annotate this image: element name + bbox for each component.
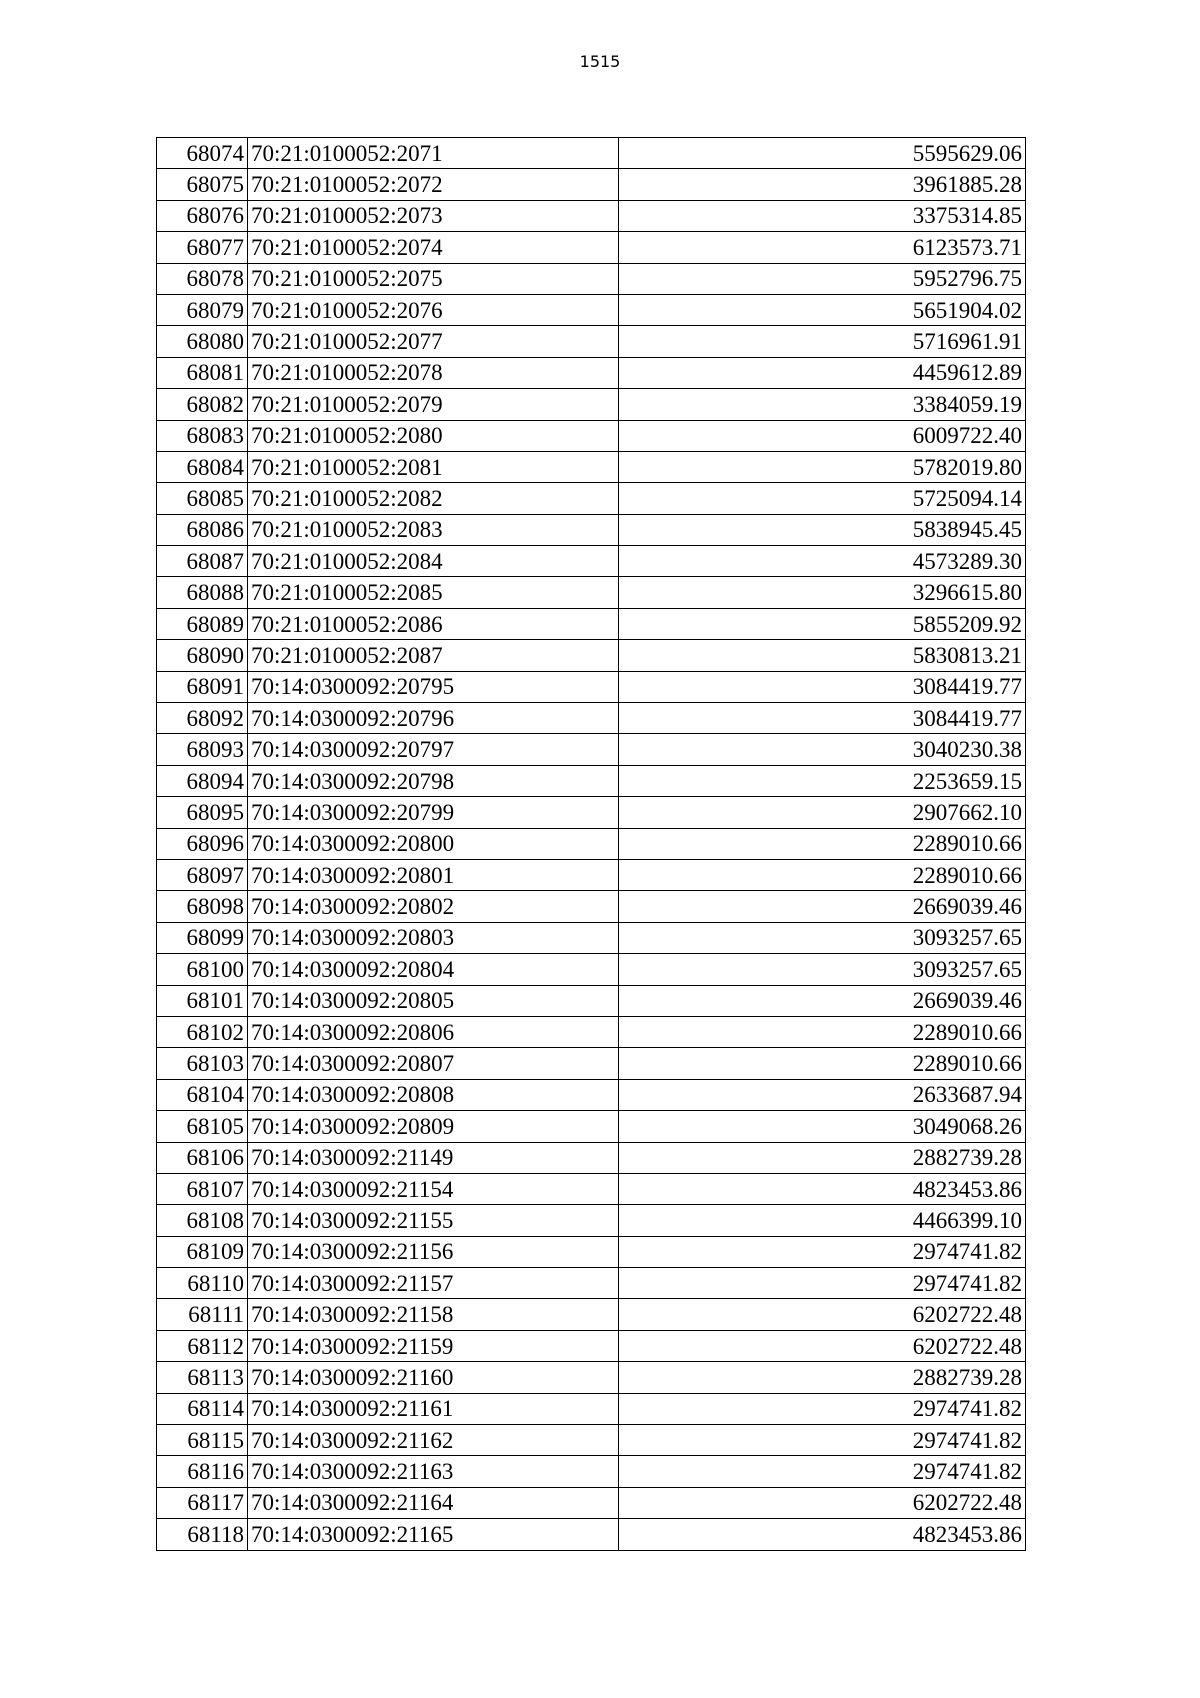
cadastral-value-cell: 2253659.15 (619, 765, 1026, 796)
table-row (157, 1205, 1026, 1236)
cadastral-number-cell: 70:14:0300092:21165 (248, 1519, 619, 1550)
table-row (157, 200, 1026, 231)
row-number-cell: 68076 (157, 200, 248, 231)
cadastral-number-cell: 70:21:0100052:2087 (248, 640, 619, 671)
table-row (157, 859, 1026, 890)
row-number-cell: 68096 (157, 828, 248, 859)
table-row (157, 389, 1026, 420)
row-number-cell: 68079 (157, 294, 248, 325)
row-number-cell: 68109 (157, 1236, 248, 1267)
cadastral-value-cell: 6202722.48 (619, 1487, 1026, 1518)
cadastral-value-cell: 5838945.45 (619, 514, 1026, 545)
cadastral-value-cell: 5651904.02 (619, 294, 1026, 325)
table-row (157, 1268, 1026, 1299)
cadastral-number-cell: 70:21:0100052:2071 (248, 138, 619, 169)
table-row (157, 1519, 1026, 1550)
table-row (157, 1362, 1026, 1393)
cadastral-value-cell: 2289010.66 (619, 1048, 1026, 1079)
row-number-cell: 68087 (157, 546, 248, 577)
cadastral-number-cell: 70:21:0100052:2078 (248, 357, 619, 388)
cadastral-number-cell: 70:14:0300092:21163 (248, 1456, 619, 1487)
cadastral-number-cell: 70:14:0300092:20801 (248, 859, 619, 890)
cadastral-number-cell: 70:14:0300092:20809 (248, 1111, 619, 1142)
cadastral-number-cell: 70:21:0100052:2084 (248, 546, 619, 577)
row-number-cell: 68103 (157, 1048, 248, 1079)
cadastral-number-cell: 70:14:0300092:21156 (248, 1236, 619, 1267)
cadastral-number-cell: 70:21:0100052:2081 (248, 451, 619, 482)
table-row (157, 138, 1026, 169)
row-number-cell: 68089 (157, 608, 248, 639)
cadastral-value-cell: 4466399.10 (619, 1205, 1026, 1236)
cadastral-number-cell: 70:14:0300092:20796 (248, 703, 619, 734)
cadastral-value-cell: 2289010.66 (619, 1016, 1026, 1047)
table-row (157, 1236, 1026, 1267)
cadastral-value-cell: 6009722.40 (619, 420, 1026, 451)
table-row (157, 483, 1026, 514)
cadastral-number-cell: 70:21:0100052:2074 (248, 232, 619, 263)
table-row (157, 357, 1026, 388)
cadastral-value-cell: 2289010.66 (619, 859, 1026, 890)
cadastral-number-cell: 70:14:0300092:21162 (248, 1425, 619, 1456)
table-row (157, 294, 1026, 325)
row-number-cell: 68107 (157, 1173, 248, 1204)
cadastral-number-cell: 70:21:0100052:2085 (248, 577, 619, 608)
row-number-cell: 68106 (157, 1142, 248, 1173)
cadastral-number-cell: 70:21:0100052:2073 (248, 200, 619, 231)
page-number: 1515 (579, 52, 621, 71)
row-number-cell: 68118 (157, 1519, 248, 1550)
cadastral-value-cell: 3384059.19 (619, 389, 1026, 420)
cadastral-number-cell: 70:14:0300092:21149 (248, 1142, 619, 1173)
row-number-cell: 68115 (157, 1425, 248, 1456)
cadastral-value-cell: 2907662.10 (619, 797, 1026, 828)
row-number-cell: 68086 (157, 514, 248, 545)
table-row (157, 1393, 1026, 1424)
table-row (157, 703, 1026, 734)
cadastral-number-cell: 70:21:0100052:2075 (248, 263, 619, 294)
cadastral-number-cell: 70:14:0300092:21158 (248, 1299, 619, 1330)
cadastral-number-cell: 70:14:0300092:21161 (248, 1393, 619, 1424)
table-row (157, 1487, 1026, 1518)
table-row (157, 546, 1026, 577)
row-number-cell: 68108 (157, 1205, 248, 1236)
row-number-cell: 68116 (157, 1456, 248, 1487)
cadastral-value-cell: 3049068.26 (619, 1111, 1026, 1142)
cadastral-number-cell: 70:21:0100052:2079 (248, 389, 619, 420)
cadastral-value-cell: 4459612.89 (619, 357, 1026, 388)
cadastral-number-cell: 70:21:0100052:2083 (248, 514, 619, 545)
row-number-cell: 68100 (157, 954, 248, 985)
cadastral-value-cell: 4823453.86 (619, 1519, 1026, 1550)
table-row (157, 1330, 1026, 1361)
cadastral-value-cell: 2974741.82 (619, 1236, 1026, 1267)
table-row (157, 577, 1026, 608)
cadastral-value-cell: 3375314.85 (619, 200, 1026, 231)
cadastral-number-cell: 70:14:0300092:20798 (248, 765, 619, 796)
table-row (157, 985, 1026, 1016)
cadastral-number-cell: 70:14:0300092:21155 (248, 1205, 619, 1236)
cadastral-number-cell: 70:14:0300092:20808 (248, 1079, 619, 1110)
row-number-cell: 68093 (157, 734, 248, 765)
table-row (157, 1079, 1026, 1110)
cadastral-value-cell: 6123573.71 (619, 232, 1026, 263)
cadastral-number-cell: 70:21:0100052:2086 (248, 608, 619, 639)
row-number-cell: 68111 (157, 1299, 248, 1330)
row-number-cell: 68094 (157, 765, 248, 796)
cadastral-number-cell: 70:14:0300092:21160 (248, 1362, 619, 1393)
cadastral-value-cell: 5725094.14 (619, 483, 1026, 514)
table-row (157, 1456, 1026, 1487)
cadastral-value-cell: 2974741.82 (619, 1456, 1026, 1487)
cadastral-value-cell: 3084419.77 (619, 671, 1026, 702)
row-number-cell: 68112 (157, 1330, 248, 1361)
row-number-cell: 68099 (157, 922, 248, 953)
cadastral-value-cell: 3093257.65 (619, 954, 1026, 985)
table-row (157, 514, 1026, 545)
row-number-cell: 68110 (157, 1268, 248, 1299)
table-row (157, 765, 1026, 796)
cadastral-number-cell: 70:14:0300092:20805 (248, 985, 619, 1016)
cadastral-value-cell: 3093257.65 (619, 922, 1026, 953)
table-row (157, 1299, 1026, 1330)
row-number-cell: 68091 (157, 671, 248, 702)
row-number-cell: 68097 (157, 859, 248, 890)
row-number-cell: 68095 (157, 797, 248, 828)
cadastral-number-cell: 70:14:0300092:20806 (248, 1016, 619, 1047)
cadastral-number-cell: 70:14:0300092:21154 (248, 1173, 619, 1204)
cadastral-value-cell: 6202722.48 (619, 1330, 1026, 1361)
table-row (157, 922, 1026, 953)
cadastral-number-cell: 70:14:0300092:20802 (248, 891, 619, 922)
cadastral-value-cell: 5595629.06 (619, 138, 1026, 169)
cadastral-value-cell: 5782019.80 (619, 451, 1026, 482)
table-row (157, 671, 1026, 702)
cadastral-number-cell: 70:21:0100052:2082 (248, 483, 619, 514)
row-number-cell: 68113 (157, 1362, 248, 1393)
table-row (157, 451, 1026, 482)
cadastral-number-cell: 70:21:0100052:2072 (248, 169, 619, 200)
table-row (157, 232, 1026, 263)
row-number-cell: 68114 (157, 1393, 248, 1424)
row-number-cell: 68077 (157, 232, 248, 263)
row-number-cell: 68117 (157, 1487, 248, 1518)
cadastral-value-cell: 4823453.86 (619, 1173, 1026, 1204)
cadastral-value-cell: 2974741.82 (619, 1425, 1026, 1456)
table-row (157, 1173, 1026, 1204)
row-number-cell: 68088 (157, 577, 248, 608)
table-row (157, 1425, 1026, 1456)
table-body (157, 138, 1026, 1551)
cadastral-number-cell: 70:14:0300092:21157 (248, 1268, 619, 1299)
cadastral-number-cell: 70:14:0300092:21159 (248, 1330, 619, 1361)
cadastral-number-cell: 70:14:0300092:20807 (248, 1048, 619, 1079)
row-number-cell: 68075 (157, 169, 248, 200)
row-number-cell: 68105 (157, 1111, 248, 1142)
cadastral-value-cell: 3040230.38 (619, 734, 1026, 765)
cadastral-number-cell: 70:14:0300092:20795 (248, 671, 619, 702)
cadastral-value-cell: 2974741.82 (619, 1393, 1026, 1424)
table-row (157, 1142, 1026, 1173)
table-row (157, 1111, 1026, 1142)
cadastral-number-cell: 70:21:0100052:2076 (248, 294, 619, 325)
cadastral-number-cell: 70:21:0100052:2077 (248, 326, 619, 357)
cadastral-value-cell: 2669039.46 (619, 985, 1026, 1016)
row-number-cell: 68092 (157, 703, 248, 734)
table-row (157, 326, 1026, 357)
table-row (157, 263, 1026, 294)
cadastral-number-cell: 70:21:0100052:2080 (248, 420, 619, 451)
table-row (157, 954, 1026, 985)
cadastral-value-cell: 3296615.80 (619, 577, 1026, 608)
cadastral-value-cell: 5716961.91 (619, 326, 1026, 357)
cadastral-number-cell: 70:14:0300092:20799 (248, 797, 619, 828)
table-row (157, 420, 1026, 451)
cadastral-value-cell: 2633687.94 (619, 1079, 1026, 1110)
cadastral-number-cell: 70:14:0300092:21164 (248, 1487, 619, 1518)
row-number-cell: 68101 (157, 985, 248, 1016)
row-number-cell: 68102 (157, 1016, 248, 1047)
cadastral-number-cell: 70:14:0300092:20797 (248, 734, 619, 765)
table-row (157, 828, 1026, 859)
cadastral-value-cell: 3961885.28 (619, 169, 1026, 200)
row-number-cell: 68090 (157, 640, 248, 671)
row-number-cell: 68080 (157, 326, 248, 357)
row-number-cell: 68083 (157, 420, 248, 451)
cadastral-value-cell: 2974741.82 (619, 1268, 1026, 1299)
table-row (157, 1016, 1026, 1047)
row-number-cell: 68082 (157, 389, 248, 420)
row-number-cell: 68098 (157, 891, 248, 922)
table-row (157, 1048, 1026, 1079)
cadastral-number-cell: 70:14:0300092:20803 (248, 922, 619, 953)
cadastral-value-cell: 5855209.92 (619, 608, 1026, 639)
row-number-cell: 68078 (157, 263, 248, 294)
row-number-cell: 68081 (157, 357, 248, 388)
cadastral-value-table (156, 137, 1026, 1551)
row-number-cell: 68084 (157, 451, 248, 482)
cadastral-value-cell: 4573289.30 (619, 546, 1026, 577)
table-row (157, 891, 1026, 922)
table-row (157, 640, 1026, 671)
cadastral-value-cell: 6202722.48 (619, 1299, 1026, 1330)
cadastral-value-cell: 3084419.77 (619, 703, 1026, 734)
row-number-cell: 68104 (157, 1079, 248, 1110)
table-row (157, 608, 1026, 639)
row-number-cell: 68074 (157, 138, 248, 169)
cadastral-number-cell: 70:14:0300092:20804 (248, 954, 619, 985)
cadastral-value-cell: 2882739.28 (619, 1362, 1026, 1393)
cadastral-value-cell: 5952796.75 (619, 263, 1026, 294)
cadastral-value-cell: 5830813.21 (619, 640, 1026, 671)
cadastral-value-cell: 2289010.66 (619, 828, 1026, 859)
row-number-cell: 68085 (157, 483, 248, 514)
table-row (157, 734, 1026, 765)
table-row (157, 797, 1026, 828)
table-row (157, 169, 1026, 200)
cadastral-number-cell: 70:14:0300092:20800 (248, 828, 619, 859)
cadastral-value-cell: 2669039.46 (619, 891, 1026, 922)
cadastral-value-cell: 2882739.28 (619, 1142, 1026, 1173)
